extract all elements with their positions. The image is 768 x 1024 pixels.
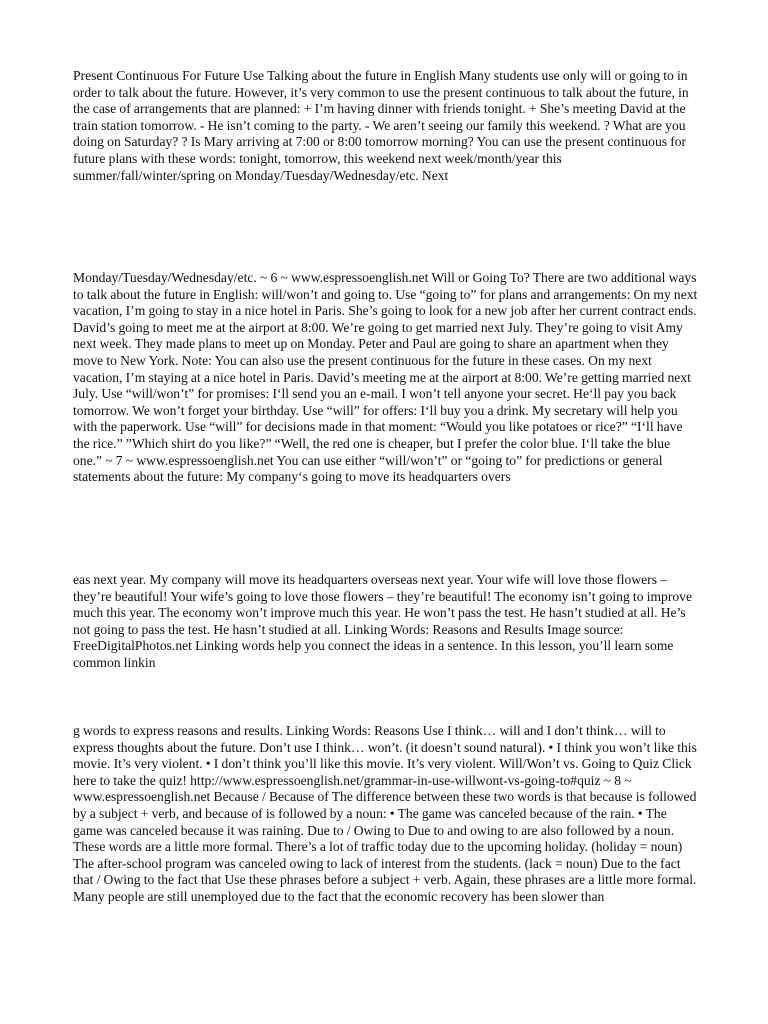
paragraph-3: eas next year. My company will move its headquarters overseas next year. Your wife will love those flowers – they’re beautiful! Your wife’s going to love those flowers – they’re beautiful! The economy isn’t going to improve much this year. The economy won’t improve much this year. He won’t pass the test. He hasn’t studied at all. He’s not going to pass the test. He hasn’t studied at all. Linking Words: Reasons and Results Image source: FreeDigitalPhotos.net Linking words help you connect the ideas in a sentence. In this lesson, you’ll learn some common linkin: [73, 572, 693, 670]
paragraph-1: Present Continuous For Future Use Talking about the future in English Many students use only will or going to in order to talk about the future. However, it’s very common to use the present continuous to talk about the future, in the case of arrangements that are planned: + I’m having dinner with friends tonight. + She’s meeting David at the train station tomorrow. - He isn’t coming to the party. - We aren’t seeing our family this weekend. ? What are you doing on Saturday? ? Is Mary arriving at 7:00 or 8:00 tomorrow morning? You can use the present continuous for future plans with these words: tonight, tomorrow, this weekend next week/month/year this summer/fall/winter/spring on Monday/Tuesday/Wednesday/etc. Next: [73, 68, 689, 183]
paragraph-4: g words to express reasons and results. Linking Words: Reasons Use I think… will and I don’t think… will to express thoughts about the future. Don’t use I think… won’t. (it doesn’t sound natural). • I think you won’t like this movie. It’s very violent. • I don’t think you’ll like this movie. It’s very violent. Will/Won’t vs. Going to Quiz Click here to take the quiz! http://www.espressoenglish.net/grammar-in-use-willwont-vs-going-to#quiz ~ 8 ~ www.espressoenglish.net Because / Because of The difference between these two words is that because is followed by a subject + verb, and because of is followed by a noun: • The game was canceled because of the rain. • The game was canceled because it was raining. Due to / Owing to Due to and owing to are also followed by a noun. These words are a little more formal. There’s a lot of traffic today due to the upcoming holiday. (holiday = noun) The after-school program was canceled owing to lack of interest from the students. (lack = noun) Due to the fact that / Owing to the fact that Use these phrases before a subject + verb. Again, these phrases are a little more formal. Many people are still unemployed due to the fact that the economic recovery has been slower than: [73, 723, 697, 904]
paragraph-2: Monday/Tuesday/Wednesday/etc. ~ 6 ~ www.espressoenglish.net Will or Going To? There are two additional ways to talk about the future in English: will/won’t and going to. Use “going to” for plans and arrangements: On my next vacation, I’m going to stay in a nice hotel in Paris. She’s going to look for a new job after her current contract ends. David’s going to meet me at the airport at 8:00. We’re going to get married next July. They’re going to visit Amy next week. They made plans to meet up on Monday. Peter and Paul are going to share an apartment when they move to New York. Note: You can also use the present continuous for the future in these cases. On my next vacation, I’m staying at a nice hotel in Paris. David’s meeting me at the airport at 8:00. We’re getting married next July. Use “will/won’t” for promises: I‘ll send you an e-mail. I won’t tell anyone your secret. He‘ll pay you back tomorrow. We won’t forget your birthday. Use “will” for offers: I‘ll buy you a drink. My secretary will help you with the paperwork. Use “will” for decisions made in that moment: “Would you like potatoes or rice?” “I‘ll have the rice.” ”Which shirt do you like?” “Well, the red one is cheaper, but I prefer the color blue. I‘ll take the blue one.” ~ 7 ~ www.espressoenglish.net You can use either “will/won’t” or “going to” for predictions or general statements about the future: My company‘s going to move its headquarters overs: [73, 270, 698, 485]
